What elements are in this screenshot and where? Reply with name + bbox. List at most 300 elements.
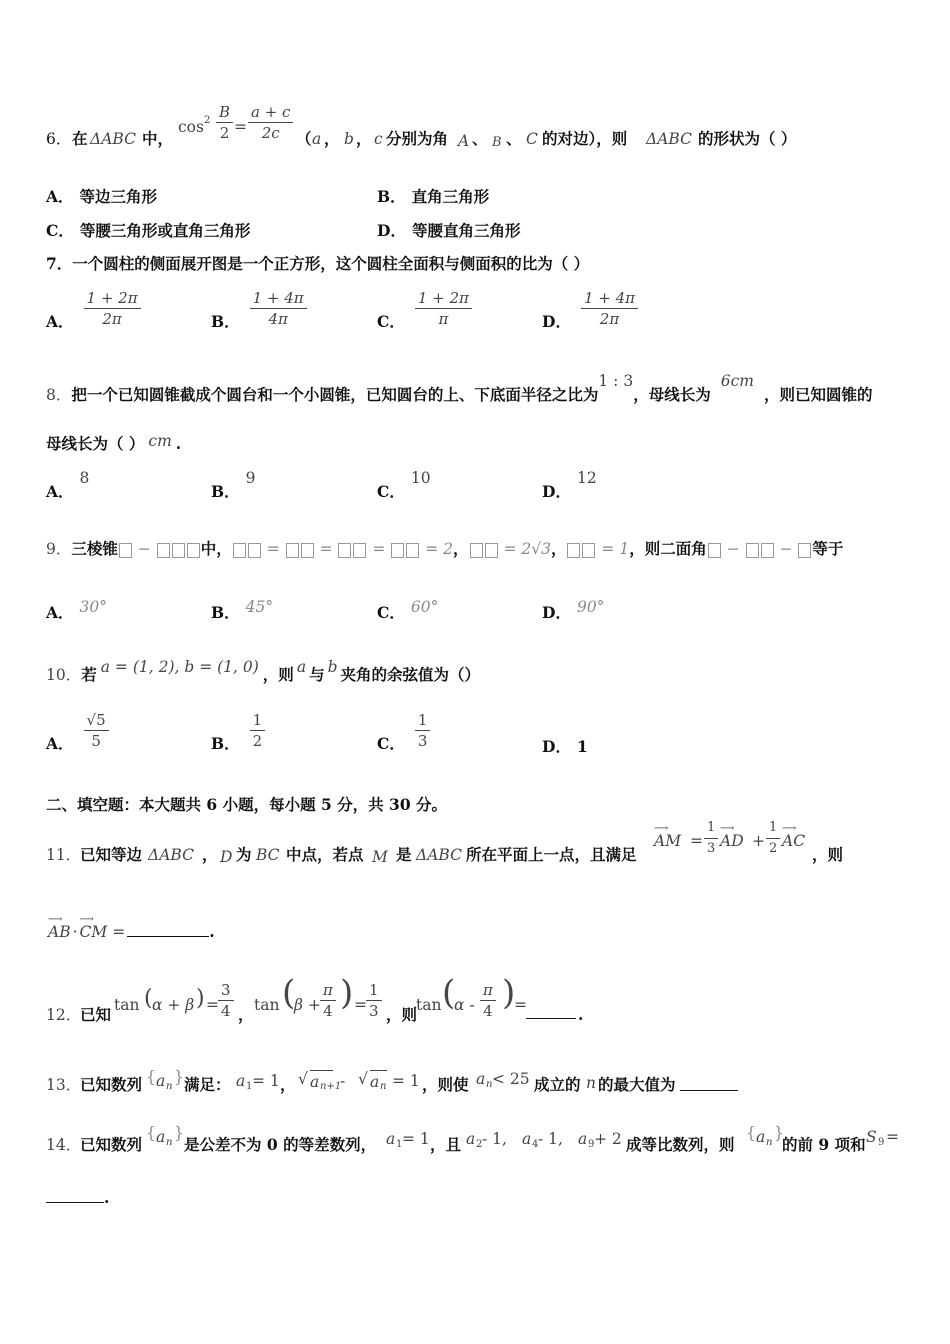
q13-text: ，: [280, 1075, 296, 1094]
q6-text: 的形状为（ ）: [698, 129, 797, 148]
vector-arrow-icon: ⟶: [720, 823, 734, 834]
q14-seq-a: a: [756, 1128, 766, 1146]
option-label: A．: [46, 733, 74, 753]
q7-option-c[interactable]: [377, 288, 476, 329]
q12-tan: tan: [114, 996, 140, 1014]
q11-fraction-half: [766, 818, 780, 859]
option-value: 30°: [79, 598, 108, 616]
q12-fraction-pi: [320, 980, 336, 1021]
question-11-cont: [46, 914, 910, 943]
q6-option-b[interactable]: [377, 185, 489, 207]
q13-n: n: [586, 1074, 596, 1092]
q6-var-b: b: [344, 130, 354, 148]
q13-text: ，则使: [422, 1075, 469, 1094]
q14-a4: a: [522, 1130, 532, 1148]
q6-angle-a: A: [458, 132, 470, 150]
q9-number: 9．: [46, 540, 72, 558]
q13-seq-a: a: [156, 1072, 166, 1090]
answer-blank[interactable]: [526, 1002, 576, 1019]
option-value: 8: [79, 469, 90, 487]
q6-angle-b: B: [492, 135, 502, 150]
missing-glyph-icon: [567, 543, 580, 558]
q8-ratio: 1 : 3: [598, 372, 634, 390]
q14-a9: a: [578, 1130, 588, 1148]
q8-text: 母线长为（ ）: [46, 434, 145, 453]
right-brace-icon: }: [174, 1068, 184, 1086]
q6-number: 6．: [46, 130, 72, 148]
vector-arrow-icon: ⟶: [48, 914, 62, 925]
q9-equals: =: [498, 540, 522, 558]
q12-text: 已知: [80, 1005, 112, 1024]
q13-an-sub: n: [486, 1079, 493, 1090]
q11-text: ，: [202, 845, 218, 864]
q10-text: 与: [309, 665, 325, 684]
q8-unit: cm: [148, 432, 172, 450]
q6-text: 分别为角: [386, 129, 449, 148]
option-label: C．: [377, 603, 405, 622]
q6-text: ，: [356, 129, 372, 148]
missing-glyph-icon: [470, 543, 483, 558]
missing-glyph-icon: [798, 543, 811, 558]
q9-dash: −: [721, 540, 745, 558]
q14-minus: - 1,: [482, 1130, 507, 1148]
missing-glyph-icon: [157, 543, 170, 558]
option-label: A．: [46, 603, 74, 622]
fraction-numerator: 1 + 2π: [415, 288, 472, 309]
q8-option-c[interactable]: [377, 469, 431, 502]
option-value: 90°: [576, 598, 605, 616]
q6-triangle: ΔABC: [646, 130, 692, 148]
option-text: 直角三角形: [411, 187, 490, 206]
missing-glyph-icon: [406, 543, 419, 558]
q13-an: a: [476, 1070, 486, 1088]
question-11: [46, 820, 910, 870]
missing-glyph-icon: [172, 543, 185, 558]
q9-equals: =: [367, 540, 391, 558]
answer-blank[interactable]: [46, 1186, 104, 1203]
q11-fraction-third: [704, 818, 718, 859]
question-14-cont: [46, 1186, 910, 1209]
vector-label: AD: [720, 832, 744, 850]
q8-length: 6cm: [720, 372, 754, 390]
q6-angle-c: C: [526, 130, 538, 148]
q14-text: 成等比数列，则: [626, 1135, 735, 1154]
q6-option-a[interactable]: [46, 185, 157, 207]
q13-lt: < 25: [492, 1070, 530, 1088]
q9-text: 中，: [200, 539, 232, 558]
q9-option-d[interactable]: [542, 598, 605, 623]
q11-vector-cm: [79, 914, 108, 943]
q10-var-a: a: [296, 658, 307, 676]
option-label: D．: [542, 482, 571, 501]
left-paren-icon: (: [144, 986, 153, 1011]
q12-number: 12．: [46, 1006, 82, 1024]
vector-arrow-icon: ⟶: [79, 914, 93, 925]
q14-sum: S: [866, 1128, 877, 1146]
missing-glyph-icon: [391, 543, 404, 558]
q6-var-c: c: [374, 130, 383, 148]
q11-text: 中点，若点: [286, 845, 364, 864]
right-paren-icon: ): [340, 973, 354, 1013]
q11-equals: =: [690, 832, 703, 850]
q12-equals: =: [514, 996, 527, 1014]
q14-a2: a: [466, 1130, 476, 1148]
q6-exponent: 2: [204, 115, 211, 126]
missing-glyph-icon: [119, 543, 132, 558]
q8-option-d[interactable]: [542, 469, 597, 502]
fraction-denominator: 2: [769, 841, 778, 856]
q14-minus: - 1,: [538, 1130, 563, 1148]
option-fraction: [581, 288, 638, 329]
q6-equals: =: [234, 118, 247, 136]
question-12: [46, 973, 910, 1030]
q11-vector-ab: [48, 914, 71, 943]
q13-text: 的最大值为: [598, 1075, 676, 1094]
option-label: B．: [211, 311, 240, 331]
fraction-numerator: 1 + 4π: [250, 288, 307, 309]
fraction-denominator: 4: [323, 1002, 333, 1020]
missing-glyph-icon: [301, 543, 314, 558]
q12-text: ，: [238, 1005, 254, 1024]
q11-vector-ac: [782, 823, 806, 852]
fraction-denominator: 2π: [102, 310, 122, 328]
q9-text: 等于: [812, 539, 844, 558]
fraction-denominator: 2: [219, 124, 230, 142]
q11-segment-bc: BC: [256, 846, 280, 864]
q14-plus: + 2: [594, 1130, 622, 1148]
q12-tan: tan: [416, 996, 442, 1014]
question-8: [46, 372, 910, 406]
q11-point-m: M: [372, 848, 388, 866]
q11-text: 是: [396, 845, 412, 864]
q10-option-c[interactable]: [377, 710, 434, 751]
q13-a1-sub: 1: [246, 1081, 253, 1092]
fraction-denominator: π: [438, 310, 449, 328]
fraction-numerator: 1: [415, 710, 431, 731]
q9-text: 三棱锥: [71, 539, 118, 558]
missing-glyph-icon: [582, 543, 595, 558]
q7-option-b[interactable]: [211, 288, 311, 329]
q8-option-b[interactable]: [211, 469, 256, 502]
q12-equals: =: [354, 996, 367, 1014]
q9-equals: =: [420, 540, 444, 558]
option-text: 等腰直角三角形: [411, 221, 521, 240]
missing-glyph-icon: [746, 543, 759, 558]
q11-plus: +: [752, 832, 765, 850]
option-fraction: [84, 710, 109, 751]
q6-text: 中，: [142, 129, 174, 148]
option-label: C．: [377, 311, 405, 331]
q8-text: .: [175, 434, 182, 453]
q10-var-b: b: [327, 658, 338, 676]
q7-option-d[interactable]: [542, 288, 642, 329]
q10-text: ，则: [262, 665, 294, 684]
missing-glyph-icon: [485, 543, 498, 558]
q14-text: 的前 9 项和: [782, 1135, 866, 1154]
fraction-denominator: 4: [483, 1002, 493, 1020]
q9-text: ，: [453, 539, 469, 558]
q13-eq: = 1: [392, 1072, 420, 1090]
q13-sqrt-sub: n+1: [320, 1081, 342, 1092]
fraction-numerator: 1: [704, 818, 718, 839]
left-paren-icon: (: [442, 973, 456, 1013]
fraction-denominator: 2c: [261, 124, 280, 142]
right-brace-icon: }: [174, 1124, 184, 1142]
q13-sqrt-a: a: [370, 1070, 387, 1093]
sqrt-icon: √: [358, 1070, 368, 1088]
q12-fraction: [366, 980, 382, 1021]
q12-fraction-pi: [480, 980, 496, 1021]
q9-equals: =: [314, 540, 338, 558]
question-9: [46, 538, 910, 560]
option-label: D．: [377, 221, 406, 240]
option-label: B．: [377, 187, 406, 206]
fraction-denominator: 3: [417, 732, 428, 750]
fraction-numerator: 1 + 4π: [581, 288, 638, 309]
q8-text: 把一个已知圆锥截成个圆台和一个小圆锥，已知圆台的上、下底面半径之比为: [71, 385, 599, 404]
option-value: 10: [410, 469, 431, 487]
q9-dash: −: [774, 540, 798, 558]
option-label: D．: [542, 737, 571, 756]
q14-a2-sub: 2: [476, 1139, 483, 1150]
q10-option-b[interactable]: [211, 710, 269, 751]
q14-a1: a: [386, 1130, 396, 1148]
q13-text: 已知数列: [80, 1075, 143, 1094]
q13-minus: -: [340, 1072, 346, 1090]
q12-text: .: [578, 1005, 584, 1024]
missing-glyph-icon: [248, 543, 261, 558]
q6-text: 、: [506, 129, 522, 148]
q12-fraction: [218, 980, 234, 1021]
q14-sum-sub: 9: [878, 1137, 885, 1148]
fraction-numerator: π: [480, 980, 496, 1001]
q11-text: ，则: [812, 845, 844, 864]
fraction-denominator: 5: [91, 732, 101, 750]
right-paren-icon: ): [196, 986, 205, 1011]
q10-text: 夹角的余弦值为（）: [340, 665, 481, 684]
option-value: 45°: [245, 598, 274, 616]
q6-text: 在: [72, 129, 88, 148]
option-label: C．: [46, 221, 74, 240]
fraction-numerator: B: [216, 102, 233, 123]
q11-number: 11．: [46, 846, 82, 864]
q13-sqrt-sub: n: [380, 1081, 387, 1092]
fraction-numerator: 1 + 2π: [84, 288, 141, 309]
q14-seq-a: a: [156, 1128, 166, 1146]
question-10: [46, 658, 910, 686]
q6-text: （: [296, 129, 312, 148]
q12-alpha: α -: [454, 996, 475, 1014]
option-label: A．: [46, 482, 74, 501]
q6-var-a: a: [312, 130, 322, 148]
question-14: [46, 1126, 910, 1156]
q12-alpha-beta: α + β: [152, 996, 195, 1014]
option-label: C．: [377, 733, 405, 753]
q11-dot: ·: [72, 923, 78, 941]
q11-triangle: ΔABC: [416, 846, 462, 864]
missing-glyph-icon: [233, 543, 246, 558]
missing-glyph-icon: [187, 543, 200, 558]
left-brace-icon: {: [146, 1124, 156, 1142]
q12-text: ，则: [386, 1005, 418, 1024]
left-brace-icon: {: [746, 1124, 756, 1142]
q13-sqrt-a: a: [310, 1070, 333, 1093]
option-label: A．: [46, 311, 74, 331]
q14-a4-sub: 4: [532, 1139, 539, 1150]
q9-option-c[interactable]: [377, 598, 439, 623]
missing-glyph-icon: [338, 543, 351, 558]
q9-option-b[interactable]: [211, 598, 274, 623]
vector-label: AC: [782, 832, 806, 850]
q9-text: ，则二面角: [629, 539, 707, 558]
q6-fraction-ac: [248, 102, 293, 143]
fraction-denominator: 3: [369, 1002, 379, 1020]
fraction-denominator: 2: [252, 732, 263, 750]
vector-label: AB: [48, 923, 71, 941]
option-label: B．: [211, 482, 240, 501]
question-8-cont: [46, 433, 910, 455]
fraction-numerator: π: [320, 980, 336, 1001]
fraction-denominator: 4: [221, 1002, 231, 1020]
q8-number: 8．: [46, 386, 72, 404]
option-label: C．: [377, 482, 405, 501]
question-6: [46, 103, 910, 162]
q6-option-c[interactable]: [46, 219, 250, 241]
q9-value: 2: [443, 540, 453, 558]
q9-equals: =: [596, 540, 620, 558]
vector-arrow-icon: ⟶: [782, 823, 796, 834]
missing-glyph-icon: [286, 543, 299, 558]
fraction-denominator: 2π: [599, 310, 620, 328]
missing-glyph-icon: [708, 543, 721, 558]
q14-text: 是公差不为 0 的等差数列，: [184, 1135, 377, 1154]
option-fraction: [250, 710, 266, 751]
q6-triangle: ΔABC: [90, 130, 136, 148]
q14-eq: =: [886, 1128, 899, 1146]
q13-number: 13．: [46, 1076, 82, 1094]
q14-number: 14．: [46, 1136, 82, 1154]
question-7: 7．一个圆柱的侧面展开图是一个正方形，这个圆柱全面积与侧面积的比为（ ）: [46, 254, 590, 273]
q10-vectors: a = (1, 2), b = (1, 0): [100, 658, 259, 676]
q14-text: ，且: [430, 1135, 462, 1154]
fraction-denominator: 4π: [268, 310, 288, 328]
q14-text: .: [104, 1188, 110, 1207]
q12-equals: =: [206, 996, 219, 1014]
q13-a1: a: [236, 1072, 246, 1090]
q9-value: 1: [619, 540, 630, 558]
sqrt-icon: √: [298, 1070, 308, 1088]
option-label: A．: [46, 187, 74, 206]
q13-eq: = 1: [252, 1072, 280, 1090]
option-value: 60°: [410, 598, 439, 616]
fraction-numerator: 1: [366, 980, 382, 1001]
q10-option-d[interactable]: [542, 735, 588, 757]
q14-a9-sub: 9: [588, 1139, 595, 1150]
q11-vector-am: [654, 823, 682, 852]
q14-seq-sub: n: [766, 1137, 773, 1148]
q10-text: 若: [81, 665, 97, 684]
q10-number: 10．: [46, 666, 82, 684]
fraction-numerator: 1: [766, 818, 780, 839]
q6-text: ，: [324, 129, 340, 148]
q12-tan: tan: [254, 996, 280, 1014]
option-fraction: [415, 710, 431, 751]
q13-text: 满足：: [184, 1075, 231, 1094]
vector-label: CM: [79, 923, 108, 941]
q11-equals: =: [107, 923, 126, 941]
q6-option-d[interactable]: [377, 219, 520, 241]
q11-text: .: [209, 922, 215, 941]
q14-seq-sub: n: [166, 1137, 173, 1148]
q11-text: 已知等边: [80, 845, 143, 864]
option-label: D．: [542, 311, 571, 331]
question-13: [46, 1068, 910, 1098]
right-brace-icon: }: [774, 1124, 784, 1142]
q8-text: ，则已知圆锥的: [763, 385, 873, 404]
q9-option-a[interactable]: [46, 598, 108, 623]
q10-option-a[interactable]: [46, 710, 113, 751]
right-paren-icon: ): [502, 973, 516, 1013]
q6-text: 、: [472, 129, 488, 148]
q8-option-a[interactable]: [46, 469, 90, 502]
q11-triangle: ΔABC: [148, 846, 194, 864]
q8-text: ，母线长为: [633, 385, 711, 404]
fraction-numerator: 1: [250, 710, 266, 731]
answer-blank[interactable]: [680, 1074, 738, 1091]
q9-equals: =: [261, 540, 285, 558]
q6-fraction-b2: [216, 102, 233, 143]
q14-a1-sub: 1: [396, 1139, 403, 1150]
left-paren-icon: (: [282, 973, 296, 1013]
answer-blank[interactable]: [127, 920, 209, 937]
q6-cos: cos: [178, 118, 204, 136]
option-value: 9: [245, 469, 256, 487]
left-brace-icon: {: [146, 1068, 156, 1086]
q13-text: 成立的: [534, 1075, 581, 1094]
q9-text: ，: [550, 539, 567, 558]
vector-arrow-icon: ⟶: [654, 823, 668, 834]
q9-dash: −: [132, 540, 156, 558]
option-label: B．: [211, 733, 240, 753]
option-fraction: [415, 288, 472, 329]
section-heading: 二、填空题：本大题共 6 小题，每小题 5 分，共 30 分。: [46, 795, 448, 814]
q9-value: 2√3: [521, 540, 551, 558]
q11-vector-ad: [720, 823, 744, 852]
vector-label: AM: [654, 832, 682, 850]
q11-text: 为: [236, 845, 252, 864]
option-value: 1: [576, 737, 588, 756]
missing-glyph-icon: [761, 543, 774, 558]
option-text: 等边三角形: [79, 187, 158, 206]
option-text: 等腰三角形或直角三角形: [79, 221, 251, 240]
q13-seq-sub: n: [166, 1081, 173, 1092]
option-fraction: [84, 288, 141, 329]
option-fraction: [250, 288, 307, 329]
q14-text: 已知数列: [80, 1135, 143, 1154]
fraction-numerator: a + c: [248, 102, 293, 123]
q11-point-d: D: [220, 848, 233, 866]
fraction-numerator: √5: [84, 710, 109, 731]
fraction-denominator: 3: [707, 841, 716, 856]
q7-option-a[interactable]: [46, 288, 145, 329]
q12-beta: β +: [294, 996, 321, 1014]
option-label: D．: [542, 603, 571, 622]
q6-text: 的对边），则: [542, 129, 628, 148]
option-value: 12: [576, 469, 597, 487]
option-label: B．: [211, 603, 240, 622]
fraction-numerator: 3: [218, 980, 234, 1001]
missing-glyph-icon: [353, 543, 366, 558]
